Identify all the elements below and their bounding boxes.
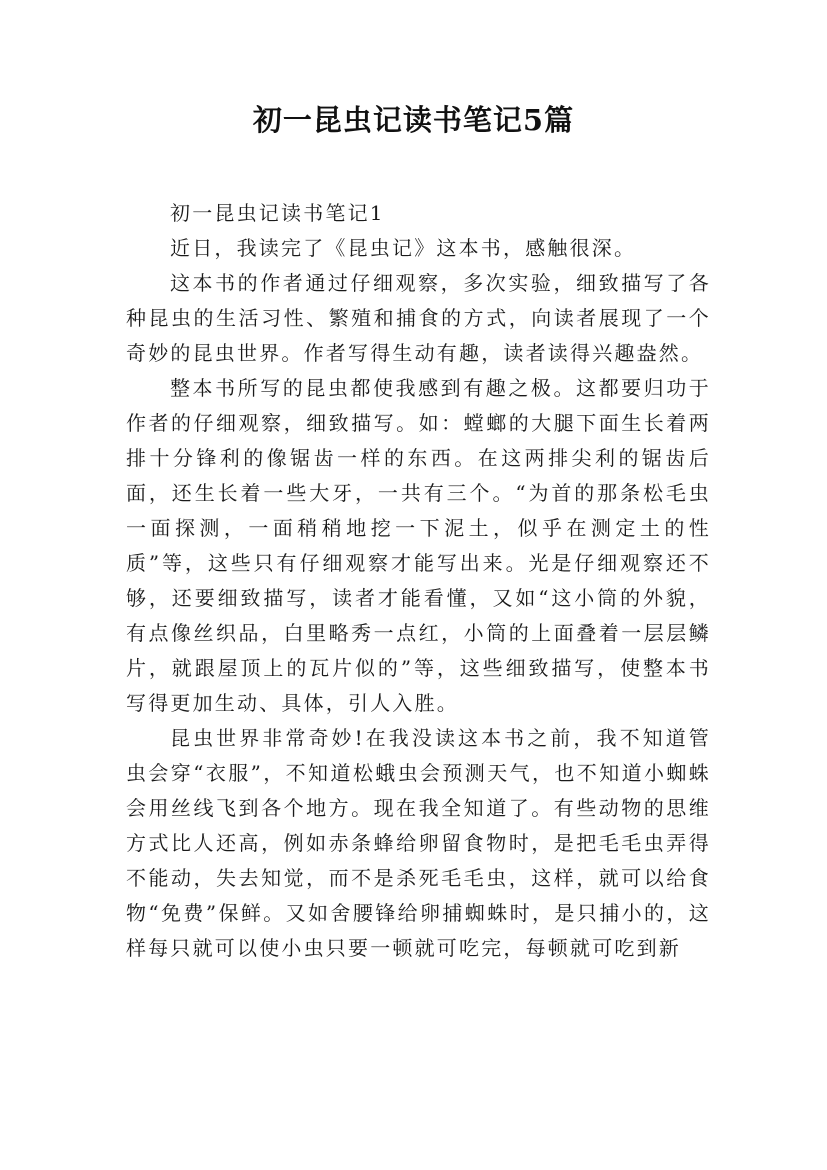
paragraph: 昆虫世界非常奇妙!在我没读这本书之前，我不知道管虫会穿“衣服”，不知道松蛾虫会预测天气，也不知道小蜘蛛会用丝线飞到各个地方。现在我全知道了。有些动物的思维方式比人还高，例如赤条蜂给卵留食物时，是把毛毛虫弄得不能动，失去知觉，而不是杀死毛毛虫，这样，就可以给食物“免费”保鲜。又如舍腰锋给卵捕蜘蛛时，是只捕小的，这样每只就可以使小虫只要一顿就可吃完，每顿就可吃到新: [126, 726, 711, 960]
document-title: 初一昆虫记读书笔记5篇: [252, 103, 575, 137]
paragraph: 这本书的作者通过仔细观察，多次实验，细致描写了各种昆虫的生活习性、繁殖和捕食的方式，向读者展现了一个奇妙的昆虫世界。作者写得生动有趣，读者读得兴趣盎然。: [126, 271, 711, 365]
paragraph: 近日，我读完了《昆虫记》这本书，感触很深。: [170, 236, 637, 260]
document-body: [126, 196, 711, 966]
section-heading: 初一昆虫记读书笔记1: [170, 201, 385, 225]
paragraph: 整本书所写的昆虫都使我感到有趣之极。这都要归功于作者的仔细观察，细致描写。如：螳螂的大腿下面生长着两排十分锋利的像锯齿一样的东西。在这两排尖利的锯齿后面，还生长着一些大牙，一共有三个。“为首的那条松毛虫一面探测，一面稍稍地挖一下泥土，似乎在测定土的性质”等，这些只有仔细观察才能写出来。光是仔细观察还不够，还要细致描写，读者才能看懂，又如“这小筒的外貌，有点像丝织品，白里略秀一点红，小筒的上面叠着一层层鳞片，就跟屋顶上的瓦片似的”等，这些细致描写，使整本书写得更加生动、具体，引人入胜。: [126, 376, 711, 715]
